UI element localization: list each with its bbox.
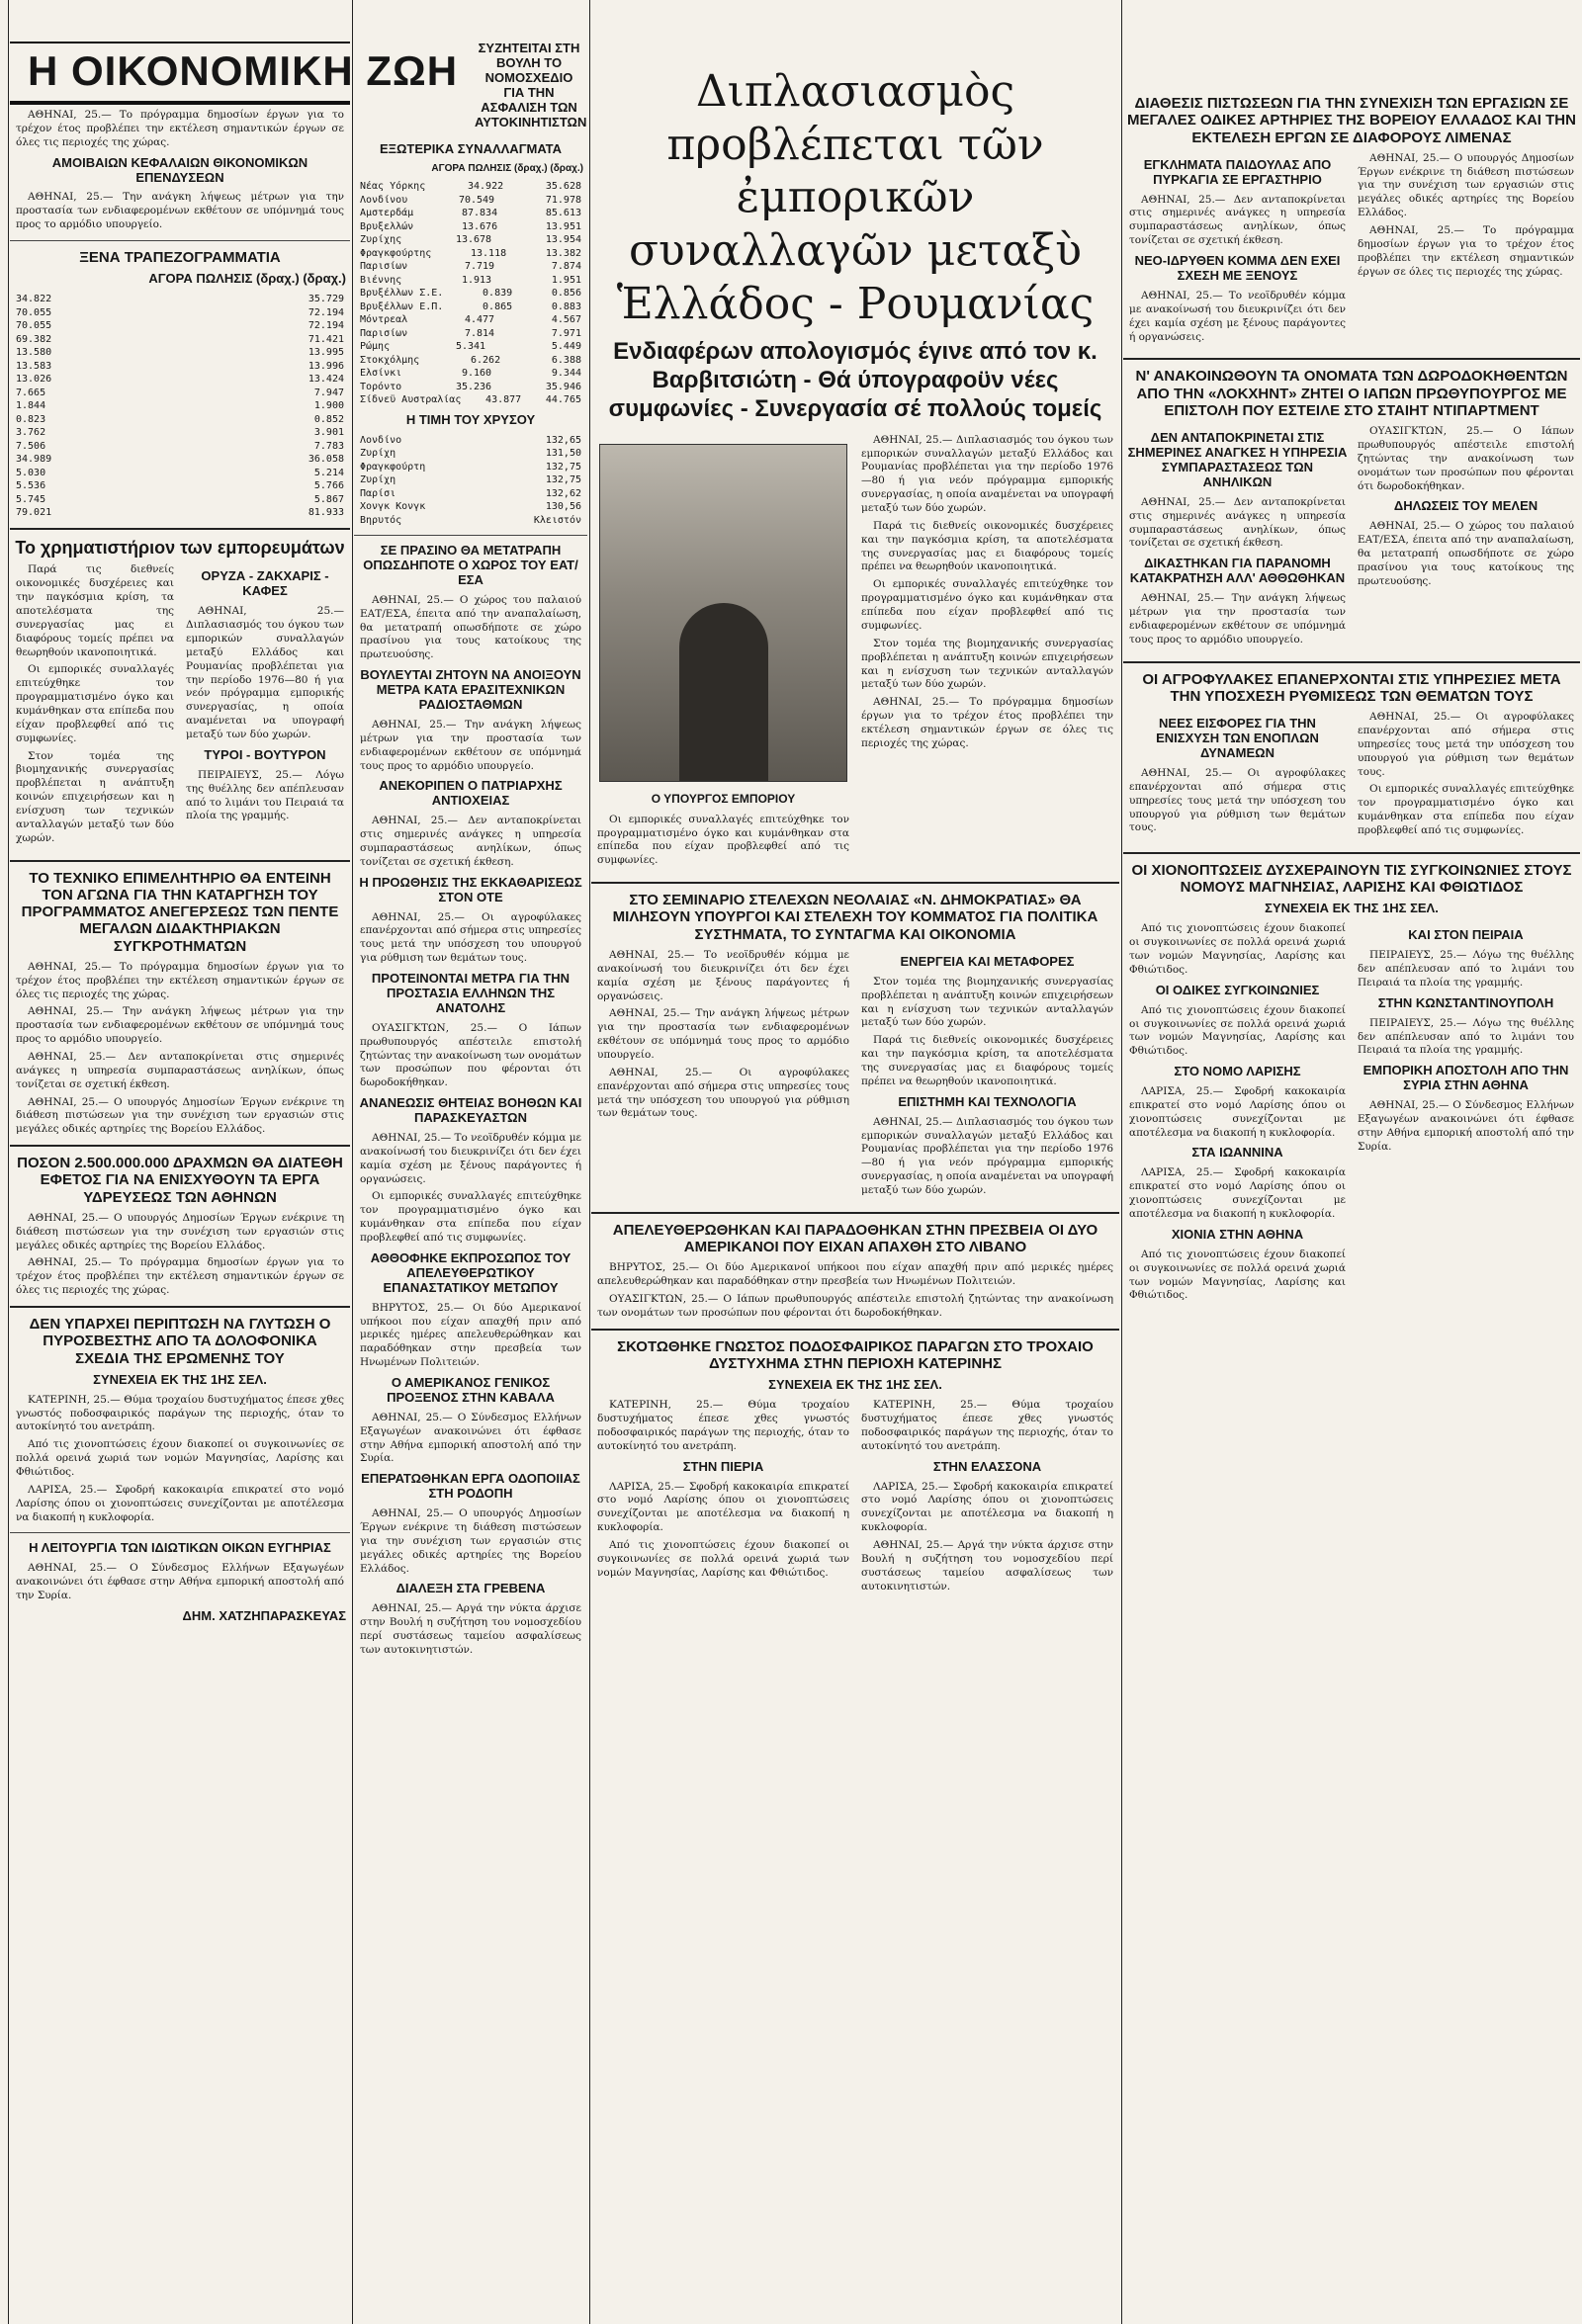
ext-row: Νέας Υόρκης 34.922 35.628 (360, 181, 581, 193)
rangers-title: ΟΙ ΑΓΡΟΦΥΛΑΚΕΣ ΕΠΑΝΕΡΧΟΝΤΑΙ ΣΤΙΣ ΥΠΗΡΕΣΙΕΣ ΜΕΤΑ ΤΗΝ ΥΠΟΣΧΕΣΗ ΡΥΘΜΙΣΕΩΣ ΤΩΝ ΘΕΜΑΤΩΝ ΤΟΥΣ (1142, 670, 1561, 705)
ext-title: ΕΞΩΤΕΡΙΚΑ ΣΥΝΑΛΛΑΓΜΑΤΑ (379, 140, 563, 156)
fire-title: ΕΓΚΛΗΜΑΤΑ ΠΑΙΔΟΥΛΑΣ ΑΠΟ ΠΥΡΚΑΓΙΑ ΣΕ ΕΡΓΑΣΤΗΡΙΟ (1143, 156, 1332, 187)
gold-table (360, 434, 581, 528)
fx-columns: ΑΓΟΡΑ ΠΩΛΗΣΙΣ (δραχ.) (δραχ.) (148, 271, 346, 287)
capital-text: ΑΘΗΝΑΙ, 25.— Την ανάγκη λήψεως μέτρων για την προστασία των ενδιαφερομένων εκθέτουν σε υπόμνημά τους προς το αρμόδιο υπουργείο. (16, 191, 344, 231)
ext-row: Βρυξέλλων Σ.Ε. 0.839 0.856 (360, 288, 581, 300)
photo-caption: Ο ΥΠΟΥΡΓΟΣ ΕΜΠΟΡΙΟΥ (651, 791, 796, 806)
lebanon-title: ΑΠΕΛΕΥΘΕΡΩΘΗΚΑΝ ΚΑΙ ΠΑΡΑΔΟΘΗΚΑΝ ΣΤΗΝ ΠΡΕΣΒΕΙΑ ΟΙ ΔΥΟ ΑΜΕΡΙΚΑΝΟΙ ΠΟΥ ΕΙΧΑΝ ΑΠΑΧΘΗ ΣΤΟ ΛΙΒΑΝΟ (612, 1221, 1099, 1256)
ote-title: Η ΠΡΟΩΘΗΣΙΣ ΤΗΣ ΕΚΚΑΘΑΡΙΣΕΩΣ ΣΤΟΝ ΟΤΕ (359, 874, 582, 904)
athens-snow-title: ΧΙΟΝΙΑ ΣΤΗΝ ΑΘΗΝΑ (1171, 1226, 1304, 1242)
arson-sub: ΣΥΝΕΧΕΙΑ ΕΚ ΤΗΣ 1ΗΣ ΣΕΛ. (93, 1371, 267, 1387)
fx-row: 5.745 5.867 (16, 493, 344, 505)
figure-silhouette (679, 603, 768, 781)
gold-row: Ζυρίχη 132,75 (360, 474, 581, 485)
road-links-title: ΟΙ ΟΔΙΚΕΣ ΣΥΓΚΟΙΝΩΝΙΕΣ (1155, 982, 1320, 997)
fx-row: 70.055 72.194 (16, 306, 344, 318)
lead-deck: Ενδιαφέρων απολογισμός έγινε από τον κ. Βαρβιτσιώτη - Θά ύπογραφοϋν νέες συμφωνίες - Συνεργασία σέ πολλούς τομείς (608, 338, 1102, 422)
fx-row: 5.536 5.766 (16, 480, 344, 492)
syria-title: ΕΜΠΟΡΙΚΗ ΑΠΟΣΤΟΛΗ ΑΠΟ ΤΗΝ ΣΥΡΙΑ ΣΤΗΝ ΑΘΗΝΑ (1362, 1063, 1569, 1093)
fx-table (16, 293, 344, 520)
ext-row: Παρισίων 7.814 7.971 (360, 327, 581, 339)
piraeus-title: ΚΑΙ ΣΤΟΝ ΠΕΙΡΑΙΑ (1408, 927, 1524, 943)
masthead: Η ΟΙΚΟΝΟΜΙΚΗ ΖΩΗ (10, 42, 350, 105)
column-rule (352, 0, 353, 2324)
drachma-title: ΠΟΣΟΝ 2.500.000.000 ΔΡΑΧΜΩΝ ΘΑ ΔΙΑΤΕΘΗ ΕΦΕΤΟΣ ΓΙΑ ΝΑ ΕΝΙΣΧΥΘΟΥΝ ΤΑ ΕΡΓΑ ΥΔΡΕΥΣΕΩΣ ΤΩΝ ΑΘΗΝΩΝ (17, 1155, 343, 1206)
market-sub: ΟΡΥΖΑ - ΖΑΚΧΑΡΙΣ - ΚΑΦΕΣ (201, 568, 329, 599)
ext-table (360, 180, 581, 407)
minister-photo (599, 444, 847, 782)
signature: ΔΗΜ. ΧΑΤΖΗΠΑΡΑΣΚΕΥΑΣ (182, 1608, 346, 1623)
football-sub: ΣΥΝΕΧΕΙΑ ΕΚ ΤΗΣ 1ΗΣ ΣΕΛ. (768, 1377, 942, 1393)
roads-title: ΕΠΕΡΑΤΩΘΗΚΑΝ ΕΡΓΑ ΟΔΟΠΟΙΙΑΣ ΣΤΗ ΡΟΔΟΠΗ (361, 1471, 580, 1502)
fx-row: 5.030 5.214 (16, 467, 344, 478)
minors-title: ΔΕΝ ΑΝΤΑΠΟΚΡΙΝΕΤΑΙ ΣΤΙΣ ΣΗΜΕΡΙΝΕΣ ΑΝΑΓΚΕΣ Η ΥΠΗΡΕΣΙΑ ΣΥΜΠΑΡΑΣΤΑΣΕΩΣ ΤΩΝ ΑΝΗΛΙΚΩΝ (1127, 430, 1348, 489)
fx-row: 79.021 81.933 (16, 507, 344, 519)
center-column: Διπλασιασμὸς προβλέπεται τῶν ἐμπορικῶν συναλλαγῶν μεταξὺ Ἑλλάδος - Ρουμανίας Ενδιαφέρων απολογισμός έγινε από τον κ. Βαρβιτσιώτη - Θά ύπογραφοϋν νέες συμφωνίες - Συνεργασία σέ πολλούς τομείς Ο ΥΠΟΥΡΓΟΣ ΕΜΠΟΡΙΟΥ Οι εμπορικές συναλλαγές επιτεύχθηκε τον προγραμματισμένο όγκο και κυμάνθηκαν στα επίπεδα που είχαν προβλεφθεί από τις συμφωνίες. ΑΘΗΝΑΙ, 25.— Διπλασιασμός του όγκου των εμπορικών συναλλαγών μεταξύ Ελλάδος και Ρουμανίας προβλέπεται για την περίοδο 1976—80 ή για νεόν πρόγραμμα εμπορικής συνεργασίας, η οποία αναμένεται να υπογραφή μεταξύ των δύο χωρών. Παρά τις διεθνείς οικονομικές δυσχέρειες και την παγκόσμια κρίση, τα αποτελέσματα της συνεργασίας μας ει διαφόρους τομείς πρέπει να θεωρηθούν ικανοποιητικά. Οι εμπορικές συναλλαγές επιτεύχθηκε τον προγραμματισμένο όγκο και κυμάνθηκαν στα επίπεδα που είχαν προβλεφθεί από τις συμφωνίες. Στον τομέα της βιομηχανικής συνεργασίας προβλέπεται η ανάπτυξη κοινών επιχειρήσεων και η ενίσχυση των τεχνικών ανταλλαγών μεταξύ των δύο χωρών. ΑΘΗΝΑΙ, 25.— Το πρόγραμμα δημοσίων έργων για το τρέχον έτος προβλέπει την εκτέλεση σημαντικών έργων σε όλες τις περιοχές της χώρας. ΣΤΟ ΣΕΜΙΝΑΡΙΟ ΣΤΕΛΕΧΩΝ ΝΕΟΛΑΙΑΣ «Ν. ΔΗΜΟΚΡΑΤΙΑΣ» ΘΑ ΜΙΛΗΣΟΥΝ ΥΠΟΥΡΓΟΙ ΚΑΙ ΣΤΕΛΕΧΗ ΤΟΥ ΚΟΜΜΑΤΟΣ ΓΙΑ ΠΟΛΙΤΙΚΑ ΣΥΣΤΗΜΑΤΑ, ΤΟ ΣΥΝΤΑΓΜΑ ΚΑΙ ΟΙΚΟΝΟΜΙΑ ΑΘΗΝΑΙ, 25.— Το νεοϊδρυθέν κόμμα με ανακοίνωσή του διευκρινίζει ότι δεν έχει καμία σχέση με ξένους παράγοντες ή οργανώσεις. ΑΘΗΝΑΙ, 25.— Την ανάγκη λήψεως μέτρων για την προστασία των ενδιαφερομένων εκθέτουν σε υπόμνημά τους προς το αρμόδιο υπουργείο. ΑΘΗΝΑΙ, 25.— Οι αγροφύλακες επανέρχονται από σήμερα στις υπηρεσίες τους μετά την υπόσχεση του υπουργού για ρύθμιση των θεμάτων τους. ΕΝΕΡΓΕΙΑ ΚΑΙ ΜΕΤΑΦΟΡΕΣ Στον τομέα της βιομηχανικής συνεργασίας προβλέπεται η ανάπτυξη κοινών επιχειρήσεων και η ενίσχυση των τεχνικών ανταλλαγών μεταξύ των δύο χωρών. Παρά τις διεθνείς οικονομικές δυσχέρειες και την παγκόσμια κρίση, τα αποτελέσματα της συνεργασίας μας ει διαφόρους τομείς πρέπει να θεωρηθούν ικανοποιητικά. ΕΠΙΣΤΗΜΗ ΚΑΙ ΤΕΧΝΟΛΟΓΙΑ ΑΘΗΝΑΙ, 25.— Διπλασιασμός του όγκου των εμπορικών συναλλαγών μεταξύ Ελλάδος και Ρουμανίας προβλέπεται για την περίοδο 1976—80 ή για νεόν πρόγραμμα εμπορικής συνεργασίας, η οποία αναμένεται να υπογραφή μεταξύ των δύο χωρών. ΑΠΕΛΕΥΘΕΡΩΘΗΚΑΝ ΚΑΙ ΠΑΡΑΔΟΘΗΚΑΝ ΣΤΗΝ ΠΡΕΣΒΕΙΑ ΟΙ ΔΥΟ ΑΜΕΡΙΚΑΝΟΙ ΠΟΥ ΕΙΧΑΝ ΑΠΑΧΘΗ ΣΤΟ ΛΙΒΑΝΟ ΒΗΡΥΤΟΣ, 25.— Οι δύο Αμερικανοί υπήκοοι που είχαν απαχθή πριν από μερικές ημέρες απελευθερώθηκαν και παραδόθηκαν στην πρεσβεία των Ηνωμένων Πολιτειών. ΟΥΑΣΙΓΚΤΩΝ, 25.— Ο Ιάπων πρωθυπουργός απέστειλε επιστολή ζητώντας την ανακοίνωση των ονομάτων των προσώπων που φέρονται ότι δωροδοκήθηκαν. ΣΚΟΤΩΘΗΚΕ ΓΝΩΣΤΟΣ ΠΟΔΟΣΦΑΙΡΙΚΟΣ ΠΑΡΑΓΩΝ ΣΤΟ ΤΡΟΧΑΙΟ ΔΥΣΤΥΧΗΜΑ ΣΤΗΝ ΠΕΡΙΟΧΗ ΚΑΤΕΡΙΝΗΣ ΣΥΝΕΧΕΙΑ ΕΚ ΤΗΣ 1ΗΣ ΣΕΛ. ΚΑΤΕΡΙΝΗ, 25.— Θύμα τροχαίου δυστυχήματος έπεσε χθες γνωστός ποδοσφαιρικός παράγων της περιοχής, όταν το αυτοκίνητό του ανετράπη. ΣΤΗΝ ΠΙΕΡΙΑ ΛΑΡΙΣΑ, 25.— Σφοδρή κακοκαιρία επικρατεί στο νομό Λαρίσης όπου οι χιονοπτώσεις συνεχίζονται με αποτέλεσμα να διακοπή η κυκλοφορία. Από τις χιονοπτώσεις έχουν διακοπεί οι συγκοινωνίες σε πολλά ορεινά χωριά των νομών Μαγνησίας, Λαρίσης και Φθιώτιδος. ΚΑΤΕΡΙΝΗ, 25.— Θύμα τροχαίου δυστυχήματος έπεσε χθες γνωστός ποδοσφαιρικός παράγων της περιοχής, όταν το αυτοκίνητό του ανετράπη. ΣΤΗΝ ΕΛΑΣΣΟΝΑ ΛΑΡΙΣΑ, 25.— Σφοδρή κακοκαιρία επικρατεί στο νομό Λαρίσης όπου οι χιονοπτώσεις συνεχίζονται με αποτέλεσμα να διακοπή η κυκλοφορία. ΑΘΗΝΑΙ, 25.— Αργά την νύκτα άρχισε στην Βουλή η συζήτηση του νομοσχεδίου περί συστάσεως ταμείου ασφαλίσεως των αυτοκινητιστών. (591, 0, 1119, 2324)
gold-row: Χονγκ Κονγκ 130,56 (360, 501, 581, 512)
fx-row: 3.762 3.901 (16, 427, 344, 439)
fx-row: 7.506 7.783 (16, 440, 344, 452)
gold-title: Η ΤΙΜΗ ΤΟΥ ΧΡΥΣΟΥ (405, 411, 536, 427)
ioannina-title: ΣΤΑ ΙΩΑΝΝΙΝΑ (1191, 1145, 1283, 1161)
ext-row: Μόντρεαλ 4.477 4.567 (360, 314, 581, 326)
ext-row: Ζυρίχης 13.678 13.954 (360, 234, 581, 246)
consul-title: Ο ΑΜΕΡΙΚΑΝΟΣ ΓΕΝΙΚΟΣ ΠΡΟΞΕΝΟΣ ΣΤΗΝ ΚΑΒΑΛΑ (387, 1374, 555, 1405)
elassona-title: ΣΤΗΝ ΕΛΑΣΣΟΝΑ (932, 1458, 1042, 1474)
seminar-title: ΣΤΟ ΣΕΜΙΝΑΡΙΟ ΣΤΕΛΕΧΩΝ ΝΕΟΛΑΙΑΣ «Ν. ΔΗΜΟΚΡΑΤΙΑΣ» ΘΑ ΜΙΛΗΣΟΥΝ ΥΠΟΥΡΓΟΙ ΚΑΙ ΣΤΕΛΕΧΗ ΤΟΥ ΚΟΜΜΑΤΟΣ ΓΙΑ ΠΟΛΙΤΙΚΑ ΣΥΣΤΗΜΑΤΑ, ΤΟ ΣΥΝΤΑΓΜΑ ΚΑΙ ΟΙΚΟΝΟΜΙΑ (612, 892, 1099, 943)
snowfall-sub: ΣΥΝΕΧΕΙΑ ΕΚ ΤΗΣ 1ΗΣ ΣΕΛ. (1265, 901, 1439, 916)
ext-columns: ΑΓΟΡΑ ΠΩΛΗΣΙΣ (δραχ.) (δραχ.) (431, 162, 583, 174)
fx-row: 34.989 36.058 (16, 454, 344, 466)
ext-row: Βρυξελλών 13.676 13.951 (360, 220, 581, 232)
left-column: Η ΟΙΚΟΝΟΜΙΚΗ ΖΩΗ ΑΘΗΝΑΙ, 25.— Το πρόγραμμα δημοσίων έργων για το τρέχον έτος προβλέπει την εκτέλεση σημαντικών έργων σε όλες τις περιοχές της χώρας. ΑΜΟΙΒΑΙΩΝ ΚΕΦΑΛΑΙΩΝ ΘΙΚΟΝΟΜΙΚΩΝ ΕΠΕΝΔΥΣΕΩΝ ΑΘΗΝΑΙ, 25.— Την ανάγκη λήψεως μέτρων για την προστασία των ενδιαφερομένων εκθέτουν σε υπόμνημά τους προς το αρμόδιο υπουργείο. ΞΕΝΑ ΤΡΑΠΕΖΟΓΡΑΜΜΑΤΙΑ ΑΓΟΡΑ ΠΩΛΗΣΙΣ (δραχ.) (δραχ.) 34.822 35.729 70.055 72.194 70.055 72.194 69.382 71.421 13.580 13.995 13.583 13.996 13.026 13.424 7.665 7.947 1.844 1.900 0.823 0.852 3.762 3.901 7.506 7.783 34.989 36.058 5.030 5.214 5.536 5.766 5.745 5.867 79.021 81.933 Το χρηματιστήριον των εμπορευμάτων Παρά τις διεθνείς οικονομικές δυσχέρειες και την παγκόσμια κρίση, τα αποτελέσματα της συνεργασίας μας ει διαφόρους τομείς πρέπει να θεωρηθούν ικανοποιητικά. Οι εμπορικές συναλλαγές επιτεύχθηκε τον προγραμματισμένο όγκο και κυμάνθηκαν στα επίπεδα που είχαν προβλεφθεί από τις συμφωνίες. Στον τομέα της βιομηχανικής συνεργασίας προβλέπεται η ανάπτυξη κοινών επιχειρήσεων και η ενίσχυση των τεχνικών ανταλλαγών μεταξύ των δύο χωρών. ΟΡΥΖΑ - ΖΑΚΧΑΡΙΣ - ΚΑΦΕΣ ΑΘΗΝΑΙ, 25.— Διπλασιασμός του όγκου των εμπορικών συναλλαγών μεταξύ Ελλάδος και Ρουμανίας προβλέπεται για την περίοδο 1976—80 ή για νεόν πρόγραμμα εμπορικής συνεργασίας, η οποία αναμένεται να υπογραφή μεταξύ των δύο χωρών. ΤΥΡΟΙ - ΒΟΥΤΥΡΟΝ ΠΕΙΡΑΙΕΥΣ, 25.— Λόγω της θυέλλης δεν απέπλευσαν από το λιμάνι του Πειραιά τα πλοία της γραμμής. ΤΟ ΤΕΧΝΙΚΟ ΕΠΙΜΕΛΗΤΗΡΙΟ ΘΑ ΕΝΤΕΙΝΗ ΤΟΝ ΑΓΩΝΑ ΓΙΑ ΤΗΝ ΚΑΤΑΡΓΗΣΗ ΤΟΥ ΠΡΟΓΡΑΜΜΑΤΟΣ ΑΝΕΓΕΡΣΕΩΣ ΤΩΝ ΠΕΝΤΕ ΜΕΓΑΛΩΝ ΔΙΔΑΚΤΗΡΙΑΚΩΝ ΣΥΓΚΡΟΤΗΜΑΤΩΝ ΑΘΗΝΑΙ, 25.— Το πρόγραμμα δημοσίων έργων για το τρέχον έτος προβλέπει την εκτέλεση σημαντικών έργων σε όλες τις περιοχές της χώρας. ΑΘΗΝΑΙ, 25.— Την ανάγκη λήψεως μέτρων για την προστασία των ενδιαφερομένων εκθέτουν σε υπόμνημά τους προς το αρμόδιο υπουργείο. ΑΘΗΝΑΙ, 25.— Δεν ανταποκρίνεται στις σημερινές ανάγκες η υπηρεσία συμπαραστάσεως ανηλίκων, όπως τονίζεται σε σχετική έκθεση. ΑΘΗΝΑΙ, 25.— Ο υπουργός Δημοσίων Έργων ενέκρινε τη διάθεση πιστώσεων για την συνέχιση των εργασιών στις μεγάλες οδικές αρτηρίες της Βορείου Ελλάδος. ΠΟΣΟΝ 2.500.000.000 ΔΡΑΧΜΩΝ ΘΑ ΔΙΑΤΕΘΗ ΕΦΕΤΟΣ ΓΙΑ ΝΑ ΕΝΙΣΧΥΘΟΥΝ ΤΑ ΕΡΓΑ ΥΔΡΕΥΣΕΩΣ ΤΩΝ ΑΘΗΝΩΝ ΑΘΗΝΑΙ, 25.— Ο υπουργός Δημοσίων Έργων ενέκρινε τη διάθεση πιστώσεων για την συνέχιση των εργασιών στις μεγάλες οδικές αρτηρίες της Βορείου Ελλάδος. ΑΘΗΝΑΙ, 25.— Το πρόγραμμα δημοσίων έργων για το τρέχον έτος προβλέπει την εκτέλεση σημαντικών έργων σε όλες τις περιοχές της χώρας. ΔΕΝ ΥΠΑΡΧΕΙ ΠΕΡΙΠΤΩΣΗ ΝΑ ΓΛΥΤΩΣΗ Ο ΠΥΡΟΣΒΕΣΤΗΣ ΑΠΟ ΤΑ ΔΟΛΟΦΟΝΙΚΑ ΣΧΕΔΙΑ ΤΗΣ ΕΡΩΜΕΝΗΣ ΤΟΥ ΣΥΝΕΧΕΙΑ ΕΚ ΤΗΣ 1ΗΣ ΣΕΛ. ΚΑΤΕΡΙΝΗ, 25.— Θύμα τροχαίου δυστυχήματος έπεσε χθες γνωστός ποδοσφαιρικός παράγων της περιοχής, όταν το αυτοκίνητό του ανετράπη. Από τις χιονοπτώσεις έχουν διακοπεί οι συγκοινωνίες σε πολλά ορεινά χωριά των νομών Μαγνησίας, Λαρίσης και Φθιώτιδος. ΛΑΡΙΣΑ, 25.— Σφοδρή κακοκαιρία επικρατεί στο νομό Λαρίσης όπου οι χιονοπτώσεις συνεχίζονται με αποτέλεσμα να διακοπή η κυκλοφορία. Η ΛΕΙΤΟΥΡΓΙΑ ΤΩΝ ΙΔΙΩΤΙΚΩΝ ΟΙΚΩΝ ΕΥΓΗΡΙΑΣ ΑΘΗΝΑΙ, 25.— Ο Σύνδεσμος Ελλήνων Εξαγωγέων ανακοινώνει ότι έφθασε στην Αθήνα εμπορική αποστολή από την Συρία. ΔΗΜ. ΧΑΤΖΗΠΑΡΑΣΚΕΥΑΣ (10, 0, 350, 2324)
fx-row: 0.823 0.852 (16, 413, 344, 425)
liberation-front-title: ΑΘΘΟΦΗΚΕ ΕΚΠΡΟΣΩΠΟΣ ΤΟΥ ΑΠΕΛΕΥΘΕΡΩΤΙΚΟΥ ΕΠΑΝΑΣΤΑΤΙΚΟΥ ΜΕΤΩΠΟΥ (370, 1249, 571, 1295)
intro-text: ΑΘΗΝΑΙ, 25.— Το πρόγραμμα δημοσίων έργων για το τρέχον έτος προβλέπει την εκτέλεση σημαντικών έργων σε όλες τις περιοχές της χώρας. (16, 109, 344, 148)
protection-title: ΠΡΟΤΕΙΝΟΝΤΑΙ ΜΕΤΡΑ ΓΙΑ ΤΗΝ ΠΡΟΣΤΑΣΙΑ ΕΛΛΗΝΩΝ ΤΗΣ ΑΝΑΤΟΛΗΣ (371, 970, 571, 1015)
green-space-title: ΣΕ ΠΡΑΣΙΝΟ ΘΑ ΜΕΤΑΤΡΑΠΗ ΟΠΩΣΔΗΠΟΤΕ Ο ΧΩΡΟΣ ΤΟΥ ΕΑΤ/ΕΣΑ (363, 543, 578, 587)
constantinople-title: ΣΤΗΝ ΚΩΝΣΤΑΝΤΙΝΟΥΠΟΛΗ (1377, 994, 1554, 1010)
market-sub-2: ΤΥΡΟΙ - ΒΟΥΤΥΡΟΝ (204, 746, 326, 762)
right-column: ΔΙΑΘΕΣΙΣ ΠΙΣΤΩΣΕΩΝ ΓΙΑ ΤΗΝ ΣΥΝΕΧΙΣΗ ΤΩΝ ΕΡΓΑΣΙΩΝ ΣΕ ΜΕΓΑΛΕΣ ΟΔΙΚΕΣ ΑΡΤΗΡΙΕΣ ΤΗΣ ΒΟΡΕΙΟΥ ΕΛΛΑΔΟΣ ΚΑΙ ΤΗΝ ΕΚΤΕΛΕΣΗ ΕΡΓΩΝ ΣΕ ΔΙΑΦΟΡΟΥΣ ΛΙΜΕΝΑΣ ΕΓΚΛΗΜΑΤΑ ΠΑΙΔΟΥΛΑΣ ΑΠΟ ΠΥΡΚΑΓΙΑ ΣΕ ΕΡΓΑΣΤΗΡΙΟ ΑΘΗΝΑΙ, 25.— Δεν ανταποκρίνεται στις σημερινές ανάγκες η υπηρεσία συμπαραστάσεως ανηλίκων, όπως τονίζεται σε σχετική έκθεση. ΝΕΟ-ΙΔΡΥΘΕΝ ΚΟΜΜΑ ΔΕΝ ΕΧΕΙ ΣΧΕΣΗ ΜΕ ΞΕΝΟΥΣ ΑΘΗΝΑΙ, 25.— Το νεοϊδρυθέν κόμμα με ανακοίνωσή του διευκρινίζει ότι δεν έχει καμία σχέση με ξένους παράγοντες ή οργανώσεις. ΑΘΗΝΑΙ, 25.— Ο υπουργός Δημοσίων Έργων ενέκρινε τη διάθεση πιστώσεων για την συνέχιση των εργασιών στις μεγάλες οδικές αρτηρίες της Βορείου Ελλάδος. ΑΘΗΝΑΙ, 25.— Το πρόγραμμα δημοσίων έργων για το τρέχον έτος προβλέπει την εκτέλεση σημαντικών έργων σε όλες τις περιοχές της χώρας. Ν' ΑΝΑΚΟΙΝΩΘΟΥΝ ΤΑ ΟΝΟΜΑΤΑ ΤΩΝ ΔΩΡΟΔΟΚΗΘΕΝΤΩΝ ΑΠΟ ΤΗΝ «ΛΟΚΧΗΝΤ» ΖΗΤΕΙ Ο ΙΑΠΩΝ ΠΡΩΘΥΠΟΥΡΓΟΣ ΜΕ ΕΠΙΣΤΟΛΗ ΠΟΥ ΕΣΤΕΙΛΕ ΣΤΟ ΣΤΑΙΗΤ ΝΤΙΠΑΡΤΜΕΝΤ ΔΕΝ ΑΝΤΑΠΟΚΡΙΝΕΤΑΙ ΣΤΙΣ ΣΗΜΕΡΙΝΕΣ ΑΝΑΓΚΕΣ Η ΥΠΗΡΕΣΙΑ ΣΥΜΠΑΡΑΣΤΑΣΕΩΣ ΤΩΝ ΑΝΗΛΙΚΩΝ ΑΘΗΝΑΙ, 25.— Δεν ανταποκρίνεται στις σημερινές ανάγκες η υπηρεσία συμπαραστάσεως ανηλίκων, όπως τονίζεται σε σχετική έκθεση. ΔΙΚΑΣΤΗΚΑΝ ΓΙΑ ΠΑΡΑΝΟΜΗ ΚΑΤΑΚΡΑΤΗΣΗ ΑΛΛ' ΑΘΘΩΘΗΚΑΝ ΑΘΗΝΑΙ, 25.— Την ανάγκη λήψεως μέτρων για την προστασία των ενδιαφερομένων εκθέτουν σε υπόμνημά τους προς το αρμόδιο υπουργείο. ΟΥΑΣΙΓΚΤΩΝ, 25.— Ο Ιάπων πρωθυπουργός απέστειλε επιστολή ζητώντας την ανακοίνωση των ονομάτων των προσώπων που φέρονται ότι δωροδοκήθηκαν. ΔΗΛΩΣΕΙΣ ΤΟΥ ΜΕΛΕΝ ΑΘΗΝΑΙ, 25.— Ο χώρος του παλαιού ΕΑΤ/ΕΣΑ, έπειτα από την αναπαλαίωση, θα μετατραπή οπωσδήποτε σε χώρο πρασίνου για τους κατοίκους της πρωτευούσης. ΟΙ ΑΓΡΟΦΥΛΑΚΕΣ ΕΠΑΝΕΡΧΟΝΤΑΙ ΣΤΙΣ ΥΠΗΡΕΣΙΕΣ ΜΕΤΑ ΤΗΝ ΥΠΟΣΧΕΣΗ ΡΥΘΜΙΣΕΩΣ ΤΩΝ ΘΕΜΑΤΩΝ ΤΟΥΣ ΝΕΕΣ ΕΙΣΦΟΡΕΣ ΓΙΑ ΤΗΝ ΕΝΙΣΧΥΣΗ ΤΩΝ ΕΝΟΠΛΩΝ ΔΥΝΑΜΕΩΝ ΑΘΗΝΑΙ, 25.— Οι αγροφύλακες επανέρχονται από σήμερα στις υπηρεσίες τους μετά την υπόσχεση του υπουργού για ρύθμιση των θεμάτων τους. ΑΘΗΝΑΙ, 25.— Οι αγροφύλακες επανέρχονται από σήμερα στις υπηρεσίες τους μετά την υπόσχεση του υπουργού για ρύθμιση των θεμάτων τους. Οι εμπορικές συναλλαγές επιτεύχθηκε τον προγραμματισμένο όγκο και κυμάνθηκαν στα επίπεδα που είχαν προβλεφθεί από τις συμφωνίες. ΟΙ ΧΙΟΝΟΠΤΩΣΕΙΣ ΔΥΣΧΕΡΑΙΝΟΥΝ ΤΙΣ ΣΥΓΚΟΙΝΩΝΙΕΣ ΣΤΟΥΣ ΝΟΜΟΥΣ ΜΑΓΝΗΣΙΑΣ, ΛΑΡΙΣΗΣ ΚΑΙ ΦΘΙΩΤΙΔΟΣ ΣΥΝΕΧΕΙΑ ΕΚ ΤΗΣ 1ΗΣ ΣΕΛ. Από τις χιονοπτώσεις έχουν διακοπεί οι συγκοινωνίες σε πολλά ορεινά χωριά των νομών Μαγνησίας, Λαρίσης και Φθιώτιδος. ΟΙ ΟΔΙΚΕΣ ΣΥΓΚΟΙΝΩΝΙΕΣ Από τις χιονοπτώσεις έχουν διακοπεί οι συγκοινωνίες σε πολλά ορεινά χωριά των νομών Μαγνησίας, Λαρίσης και Φθιώτιδος. ΣΤΟ ΝΟΜΟ ΛΑΡΙΣΗΣ ΛΑΡΙΣΑ, 25.— Σφοδρή κακοκαιρία επικρατεί στο νομό Λαρίσης όπου οι χιονοπτώσεις συνεχίζονται με αποτέλεσμα να διακοπή η κυκλοφορία. ΣΤΑ ΙΩΑΝΝΙΝΑ ΛΑΡΙΣΑ, 25.— Σφοδρή κακοκαιρία επικρατεί στο νομό Λαρίσης όπου οι χιονοπτώσεις συνεχίζονται με αποτέλεσμα να διακοπή η κυκλοφορία. ΧΙΟΝΙΑ ΣΤΗΝ ΑΘΗΝΑ Από τις χιονοπτώσεις έχουν διακοπεί οι συγκοινωνίες σε πολλά ορεινά χωριά των νομών Μαγνησίας, Λαρίσης και Φθιώτιδος. ΚΑΙ ΣΤΟΝ ΠΕΙΡΑΙΑ ΠΕΙΡΑΙΕΥΣ, 25.— Λόγω της θυέλλης δεν απέπλευσαν από το λιμάνι του Πειραιά τα πλοία της γραμμής. ΣΤΗΝ ΚΩΝΣΤΑΝΤΙΝΟΥΠΟΛΗ ΠΕΙΡΑΙΕΥΣ, 25.— Λόγω της θυέλλης δεν απέπλευσαν από το λιμάνι του Πειραιά τα πλοία της γραμμής. ΕΜΠΟΡΙΚΗ ΑΠΟΣΤΟΛΗ ΑΠΟ ΤΗΝ ΣΥΡΙΑ ΣΤΗΝ ΑΘΗΝΑ ΑΘΗΝΑΙ, 25.— Ο Σύνδεσμος Ελλήνων Εξαγωγέων ανακοινώνει ότι έφθασε στην Αθήνα εμπορική αποστολή από την Συρία. (1123, 0, 1580, 2324)
new-party-title: ΝΕΟ-ΙΔΡΥΘΕΝ ΚΟΜΜΑ ΔΕΝ ΕΧΕΙ ΣΧΕΣΗ ΜΕ ΞΕΝΟΥΣ (1134, 253, 1341, 283)
motor-insurance-title: ΣΥΖΗΤΕΙΤΑΙ ΣΤΗ ΒΟΥΛΗ ΤΟ ΝΟΜΟΣΧΕΔΙΟ ΓΙΑ ΤΗΝ ΑΣΦΑΛΙΣΗ ΤΩΝ ΑΥΤΟΚΙΝΗΤΙΣΤΩΝ (475, 41, 587, 129)
pieria-title: ΣΤΗΝ ΠΙΕΡΙΑ (682, 1458, 764, 1474)
gold-row: Φραγκφούρτη 132,75 (360, 461, 581, 473)
ext-row: Τορόντο 35.236 35.946 (360, 381, 581, 392)
ext-row: Σίδνεϋ Αυστραλίας 43.877 44.765 (360, 394, 581, 406)
fx-row: 34.822 35.729 (16, 294, 344, 305)
lecture-title: ΔΙΑΛΕΞΗ ΣΤΑ ΓΡΕΒΕΝΑ (396, 1581, 546, 1596)
larisa-title: ΣΤΟ ΝΟΜΟ ΛΑΡΙΣΗΣ (1174, 1064, 1301, 1079)
gold-row: Βηρυτός Κλειστόν (360, 514, 581, 526)
trial-title: ΔΙΚΑΣΤΗΚΑΝ ΓΙΑ ΠΑΡΑΝΟΜΗ ΚΑΤΑΚΡΑΤΗΣΗ ΑΛΛ' ΑΘΘΩΘΗΚΑΝ (1129, 556, 1346, 586)
patriarch-title: ΑΝΕΚΟΡΙΠΕΝ Ο ΠΑΤΡΙΑΡΧΗΣ ΑΝΤΙΟΧΕΙΑΣ (379, 778, 563, 809)
ext-row: Αμστερδάμ 87.834 85.613 (360, 208, 581, 219)
fair-title: ΤΟ ΤΕΧΝΙΚΟ ΕΠΙΜΕΛΗΤΗΡΙΟ ΘΑ ΕΝΤΕΙΝΗ ΤΟΝ ΑΓΩΝΑ ΓΙΑ ΤΗΝ ΚΑΤΑΡΓΗΣΗ ΤΟΥ ΠΡΟΓΡΑΜΜΑΤΟΣ ΑΝΕΓΕΡΣΕΩΣ ΤΩΝ ΠΕΝΤΕ ΜΕΓΑΛΩΝ ΔΙΔΑΚΤΗΡΙΑΚΩΝ ΣΥΓΚΡΟΤΗΜΑΤΩΝ (21, 869, 339, 955)
arson-title: ΔΕΝ ΥΠΑΡΧΕΙ ΠΕΡΙΠΤΩΣΗ ΝΑ ΓΛΥΤΩΣΗ Ο ΠΥΡΟΣΒΕΣΤΗΣ ΑΠΟ ΤΑ ΔΟΛΟΦΟΝΙΚΑ ΣΧΕΔΙΑ ΤΗΣ ΕΡΩΜΕΝΗΣ ΤΟΥ (29, 1316, 331, 1367)
priv-title: Η ΛΕΙΤΟΥΡΓΙΑ ΤΩΝ ΙΔΙΩΤΙΚΩΝ ΟΙΚΩΝ ΕΥΓΗΡΙΑΣ (29, 1540, 331, 1556)
column-rule (589, 0, 590, 2324)
gold-row: Παρίσι 132,62 (360, 487, 581, 499)
ext-row: Βρυξέλλων Ε.Π. 0.865 0.883 (360, 301, 581, 312)
melen-title: ΔΗΛΩΣΕΙΣ ΤΟΥ ΜΕΛΕΝ (1393, 498, 1538, 514)
science-title: ΕΠΙΣΤΗΜΗ ΚΑΙ ΤΕΧΝΟΛΟΓΙΑ (898, 1093, 1077, 1109)
credits-title: ΔΙΑΘΕΣΙΣ ΠΙΣΤΩΣΕΩΝ ΓΙΑ ΤΗΝ ΣΥΝΕΧΙΣΗ ΤΩΝ ΕΡΓΑΣΙΩΝ ΣΕ ΜΕΓΑΛΕΣ ΟΔΙΚΕΣ ΑΡΤΗΡΙΕΣ ΤΗΣ ΒΟΡΕΙΟΥ ΕΛΛΑΔΟΣ ΚΑΙ ΤΗΝ ΕΚΤΕΛΕΣΗ ΕΡΓΩΝ ΣΕ ΔΙΑΦΟΡΟΥΣ ΛΙΜΕΝΑΣ (1127, 95, 1576, 146)
ext-row: Βιέννης 1.913 1.951 (360, 274, 581, 286)
football-title: ΣΚΟΤΩΘΗΚΕ ΓΝΩΣΤΟΣ ΠΟΔΟΣΦΑΙΡΙΚΟΣ ΠΑΡΑΓΩΝ ΣΤΟ ΤΡΟΧΑΙΟ ΔΥΣΤΥΧΗΜΑ ΣΤΗΝ ΠΕΡΙΟΧΗ ΚΑΤΕΡΙΝΗΣ (617, 1337, 1094, 1373)
column-rule (8, 0, 9, 2324)
ext-row: Παρισίων 7.719 7.874 (360, 261, 581, 273)
fx-row: 13.583 13.996 (16, 360, 344, 372)
energy-title: ΕΝΕΡΓΕΙΑ ΚΑΙ ΜΕΤΑΦΟΡΕΣ (900, 953, 1075, 969)
ext-row: Ελσίνκι 9.160 9.344 (360, 368, 581, 380)
market-title: Το χρηματιστήριον των εμπορευμάτων (15, 537, 345, 558)
second-column: ΣΥΖΗΤΕΙΤΑΙ ΣΤΗ ΒΟΥΛΗ ΤΟ ΝΟΜΟΣΧΕΔΙΟ ΓΙΑ ΤΗΝ ΑΣΦΑΛΙΣΗ ΤΩΝ ΑΥΤΟΚΙΝΗΤΙΣΤΩΝ ΕΞΩΤΕΡΙΚΑ ΣΥΝΑΛΛΑΓΜΑΤΑ ΑΓΟΡΑ ΠΩΛΗΣΙΣ (δραχ.) (δραχ.) Νέας Υόρκης 34.922 35.628 Λονδίνου 70.549 71.978 Αμστερδάμ 87.834 85.613 Βρυξελλών 13.676 13.951 Ζυρίχης 13.678 13.954 Φραγκφούρτης 13.118 13.382 Παρισίων 7.719 7.874 Βιέννης 1.913 1.951 Βρυξέλλων Σ.Ε. 0.839 0.856 Βρυξέλλων Ε.Π. 0.865 0.883 Μόντρεαλ 4.477 4.567 Παρισίων 7.814 7.971 Ρώμης 5.341 5.449 Στοκχόλμης 6.262 6.388 Ελσίνκι 9.160 9.344 Τορόντο 35.236 35.946 Σίδνεϋ Αυστραλίας 43.877 44.765 Η ΤΙΜΗ ΤΟΥ ΧΡΥΣΟΥ Λονδίνο 132,65 Ζυρίχη 131,50 Φραγκφούρτη 132,75 Ζυρίχη 132,75 Παρίσι 132,62 Χονγκ Κονγκ 130,56 Βηρυτός Κλειστόν ΣΕ ΠΡΑΣΙΝΟ ΘΑ ΜΕΤΑΤΡΑΠΗ ΟΠΩΣΔΗΠΟΤΕ Ο ΧΩΡΟΣ ΤΟΥ ΕΑΤ/ΕΣΑ ΑΘΗΝΑΙ, 25.— Ο χώρος του παλαιού ΕΑΤ/ΕΣΑ, έπειτα από την αναπαλαίωση, θα μετατραπή οπωσδήποτε σε χώρο πρασίνου για τους κατοίκους της πρωτευούσης. ΒΟΥΛΕΥΤΑΙ ΖΗΤΟΥΝ ΝΑ ΑΝΟΙΞΟΥΝ ΜΕΤΡΑ ΚΑΤΑ ΕΡΑΣΙΤΕΧΝΙΚΩΝ ΡΑΔΙΟΣΤΑΘΜΩΝ ΑΘΗΝΑΙ, 25.— Την ανάγκη λήψεως μέτρων για την προστασία των ενδιαφερομένων εκθέτουν σε υπόμνημά τους προς το αρμόδιο υπουργείο. ΑΝΕΚΟΡΙΠΕΝ Ο ΠΑΤΡΙΑΡΧΗΣ ΑΝΤΙΟΧΕΙΑΣ ΑΘΗΝΑΙ, 25.— Δεν ανταποκρίνεται στις σημερινές ανάγκες η υπηρεσία συμπαραστάσεως ανηλίκων, όπως τονίζεται σε σχετική έκθεση. Η ΠΡΟΩΘΗΣΙΣ ΤΗΣ ΕΚΚΑΘΑΡΙΣΕΩΣ ΣΤΟΝ ΟΤΕ ΑΘΗΝΑΙ, 25.— Οι αγροφύλακες επανέρχονται από σήμερα στις υπηρεσίες τους μετά την υπόσχεση του υπουργού για ρύθμιση των θεμάτων τους. ΠΡΟΤΕΙΝΟΝΤΑΙ ΜΕΤΡΑ ΓΙΑ ΤΗΝ ΠΡΟΣΤΑΣΙΑ ΕΛΛΗΝΩΝ ΤΗΣ ΑΝΑΤΟΛΗΣ ΟΥΑΣΙΓΚΤΩΝ, 25.— Ο Ιάπων πρωθυπουργός απέστειλε επιστολή ζητώντας την ανακοίνωση των ονομάτων των προσώπων που φέρονται ότι δωροδοκήθηκαν. ΑΝΑΝΕΩΣΙΣ ΘΗΤΕΙΑΣ ΒΟΗΘΩΝ ΚΑΙ ΠΑΡΑΣΚΕΥΑΣΤΩΝ ΑΘΗΝΑΙ, 25.— Το νεοϊδρυθέν κόμμα με ανακοίνωσή του διευκρινίζει ότι δεν έχει καμία σχέση με ξένους παράγοντες ή οργανώσεις. Οι εμπορικές συναλλαγές επιτεύχθηκε τον προγραμματισμένο όγκο και κυμάνθηκαν στα επίπεδα που είχαν προβλεφθεί από τις συμφωνίες. ΑΘΘΟΦΗΚΕ ΕΚΠΡΟΣΩΠΟΣ ΤΟΥ ΑΠΕΛΕΥΘΕΡΩΤΙΚΟΥ ΕΠΑΝΑΣΤΑΤΙΚΟΥ ΜΕΤΩΠΟΥ ΒΗΡΥΤΟΣ, 25.— Οι δύο Αμερικανοί υπήκοοι που είχαν απαχθή πριν από μερικές ημέρες απελευθερώθηκαν και παραδόθηκαν στην πρεσβεία των Ηνωμένων Πολιτειών. Ο ΑΜΕΡΙΚΑΝΟΣ ΓΕΝΙΚΟΣ ΠΡΟΞΕΝΟΣ ΣΤΗΝ ΚΑΒΑΛΑ ΑΘΗΝΑΙ, 25.— Ο Σύνδεσμος Ελλήνων Εξαγωγέων ανακοινώνει ότι έφθασε στην Αθήνα εμπορική αποστολή από την Συρία. ΕΠΕΡΑΤΩΘΗΚΑΝ ΕΡΓΑ ΟΔΟΠΟΙΙΑΣ ΣΤΗ ΡΟΔΟΠΗ ΑΘΗΝΑΙ, 25.— Ο υπουργός Δημοσίων Έργων ενέκρινε τη διάθεση πιστώσεων για την συνέχιση των εργασιών στις μεγάλες οδικές αρτηρίες της Βορείου Ελλάδος. ΔΙΑΛΕΞΗ ΣΤΑ ΓΡΕΒΕΝΑ ΑΘΗΝΑΙ, 25.— Αργά την νύκτα άρχισε στην Βουλή η συζήτηση του νομοσχεδίου περί συστάσεως ταμείου ασφαλίσεως των αυτοκινητιστών. (354, 0, 587, 2324)
fx-row: 13.580 13.995 (16, 347, 344, 359)
ext-row: Στοκχόλμης 6.262 6.388 (360, 354, 581, 366)
radio-title: ΒΟΥΛΕΥΤΑΙ ΖΗΤΟΥΝ ΝΑ ΑΝΟΙΞΟΥΝ ΜΕΤΡΑ ΚΑΤΑ ΕΡΑΣΙΤΕΧΝΙΚΩΝ ΡΑΔΙΟΣΤΑΘΜΩΝ (360, 667, 581, 712)
assistants-title: ΑΝΑΝΕΩΣΙΣ ΘΗΤΕΙΑΣ ΒΟΗΘΩΝ ΚΑΙ ΠΑΡΑΣΚΕΥΑΣΤΩΝ (359, 1095, 582, 1126)
contributions-title: ΝΕΕΣ ΕΙΣΦΟΡΕΣ ΓΙΑ ΤΗΝ ΕΝΙΣΧΥΣΗ ΤΩΝ ΕΝΟΠΛΩΝ ΔΥΝΑΜΕΩΝ (1156, 716, 1319, 760)
lead-headline: Διπλασιασμὸς προβλέπεται τῶν ἐμπορικῶν συναλλαγῶν μεταξὺ Ἑλλάδος - Ρουμανίας (616, 66, 1095, 329)
capital-title: ΑΜΟΙΒΑΙΩΝ ΚΕΦΑΛΑΙΩΝ ΘΙΚΟΝΟΜΙΚΩΝ ΕΠΕΝΔΥΣΕΩΝ (51, 154, 308, 185)
fx-row: 13.026 13.424 (16, 374, 344, 386)
lockheed-title: Ν' ΑΝΑΚΟΙΝΩΘΟΥΝ ΤΑ ΟΝΟΜΑΤΑ ΤΩΝ ΔΩΡΟΔΟΚΗΘΕΝΤΩΝ ΑΠΟ ΤΗΝ «ΛΟΚΧΗΝΤ» ΖΗΤΕΙ Ο ΙΑΠΩΝ ΠΡΩΘΥΠΟΥΡΓΟΣ ΜΕ ΕΠΙΣΤΟΛΗ ΠΟΥ ΕΣΤΕΙΛΕ ΣΤΟ ΣΤΑΙΗΤ ΝΤΙΠΑΡΤΜΕΝΤ (1135, 368, 1568, 419)
ext-row: Λονδίνου 70.549 71.978 (360, 194, 581, 206)
fx-row: 1.844 1.900 (16, 400, 344, 412)
fx-row: 70.055 72.194 (16, 320, 344, 332)
gold-row: Λονδίνο 132,65 (360, 434, 581, 446)
snowfall-title: ΟΙ ΧΙΟΝΟΠΤΩΣΕΙΣ ΔΥΣΧΕΡΑΙΝΟΥΝ ΤΙΣ ΣΥΓΚΟΙΝΩΝΙΕΣ ΣΤΟΥΣ ΝΟΜΟΥΣ ΜΑΓΝΗΣΙΑΣ, ΛΑΡΙΣΗΣ ΚΑΙ ΦΘΙΩΤΙΔΟΣ (1131, 861, 1572, 897)
fx-title: ΞΕΝΑ ΤΡΑΠΕΖΟΓΡΑΜΜΑΤΙΑ (79, 249, 281, 267)
gold-row: Ζυρίχη 131,50 (360, 448, 581, 459)
fx-row: 7.665 7.947 (16, 387, 344, 398)
ext-row: Ρώμης 5.341 5.449 (360, 341, 581, 353)
fx-row: 69.382 71.421 (16, 333, 344, 345)
column-rule (1121, 0, 1122, 2324)
ext-row: Φραγκφούρτης 13.118 13.382 (360, 247, 581, 259)
